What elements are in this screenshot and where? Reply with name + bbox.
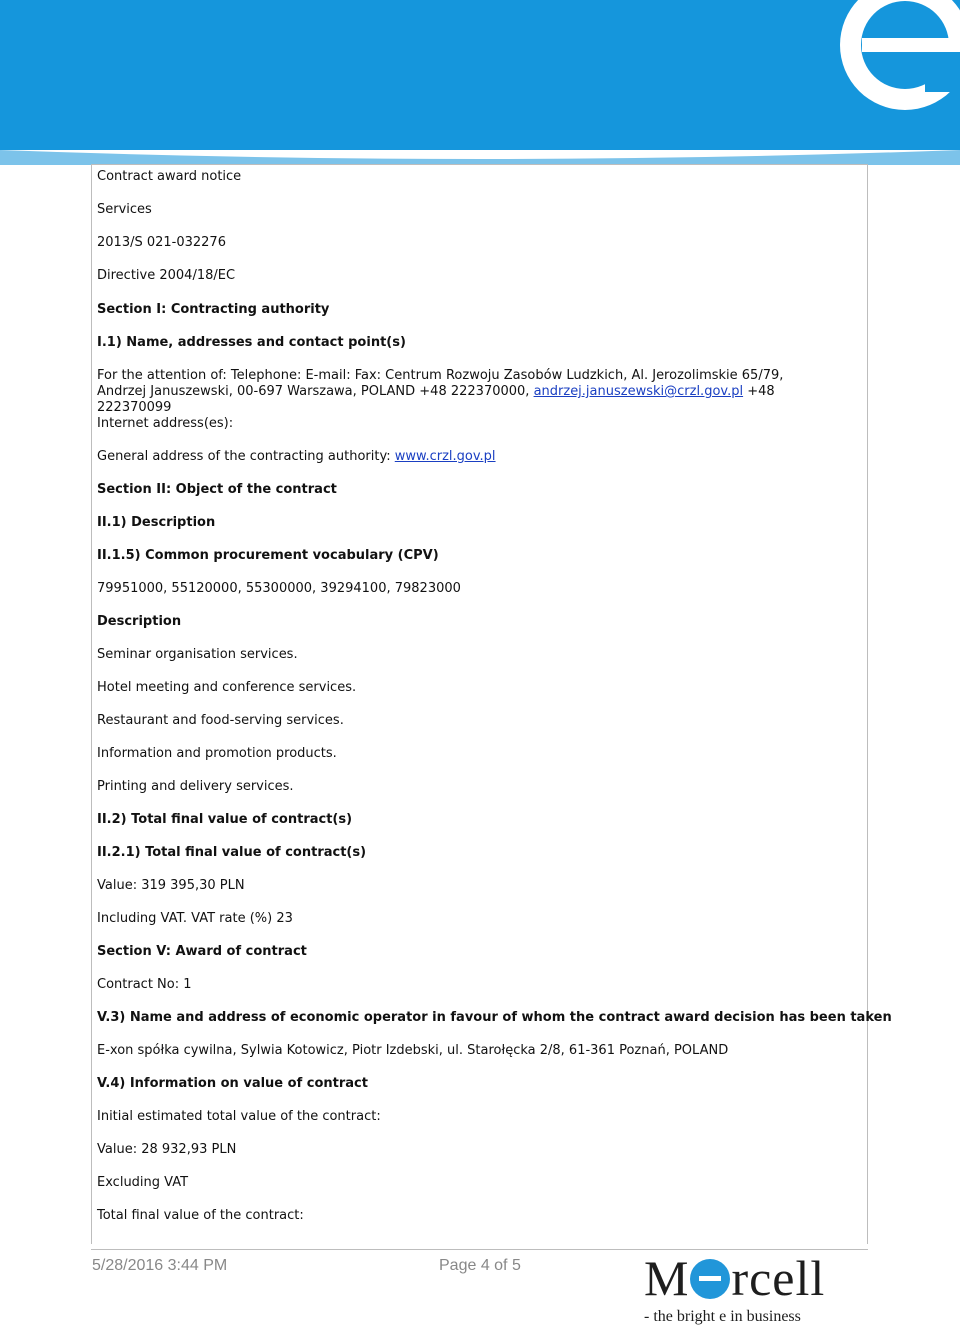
vat-rate: Including VAT. VAT rate (%) 23 (97, 911, 293, 926)
website-link[interactable]: www.crzl.gov.pl (394, 449, 496, 464)
contact-email-link[interactable]: andrzej.januszewski@crzl.gov.pl (533, 384, 744, 399)
subsection-heading: V.4) Information on value of contract (97, 1076, 368, 1091)
description-item: Printing and delivery services. (97, 779, 294, 794)
final-value-label: Total final value of the contract: (97, 1208, 304, 1223)
cpv-codes: 79951000, 55120000, 55300000, 39294100, 79823000 (97, 581, 461, 596)
estimated-value: Value: 28 932,93 PLN (97, 1142, 237, 1157)
subsection-heading: II.2) Total final value of contract(s) (97, 812, 353, 827)
brand-e-icon (690, 1259, 730, 1299)
contract-number: Contract No: 1 (97, 977, 192, 992)
contract-value: Value: 319 395,30 PLN (97, 878, 245, 893)
description-item: Information and promotion products. (97, 746, 337, 761)
footer-timestamp: 5/28/2016 3:44 PM (92, 1257, 228, 1274)
brand-tagline: - the bright e in business (644, 1308, 801, 1325)
subsection-heading: II.1) Description (97, 515, 216, 530)
subsection-heading: II.2.1) Total final value of contract(s) (97, 845, 367, 860)
section-heading: Section V: Award of contract (97, 944, 307, 959)
brand-wordmark: M rcell (644, 1250, 826, 1306)
contact-fax: +48 222370099 (97, 384, 775, 415)
economic-operator: E-xon spółka cywilna, Sylwia Kotowicz, Piotr Izdebski, ul. Starołęcka 2/8, 61-361 Poznań, POLAND (97, 1043, 729, 1058)
general-address-row (97, 449, 496, 465)
section-heading: Section II: Object of the contract (97, 482, 337, 497)
marcell-logo (644, 1250, 864, 1326)
description-item: Seminar organisation services. (97, 647, 298, 662)
subsection-heading: I.1) Name, addresses and contact point(s) (97, 335, 406, 350)
section-heading: Section I: Contracting authority (97, 302, 330, 317)
footer-page-number: Page 4 of 5 (439, 1257, 521, 1274)
subsection-heading: II.1.5) Common procurement vocabulary (CPV) (97, 548, 439, 563)
subsection-heading: V.3) Name and address of economic operator in favour of whom the contract award decision has been taken (97, 1010, 892, 1025)
internet-address-label: Internet address(es): (97, 416, 234, 431)
vat-note: Excluding VAT (97, 1175, 189, 1190)
description-item: Restaurant and food-serving services. (97, 713, 344, 728)
general-address-label: General address of the contracting authority: (97, 449, 395, 464)
notice-type: Contract award notice (97, 169, 242, 184)
description-heading: Description (97, 614, 182, 629)
header-banner (0, 0, 960, 165)
description-item: Hotel meeting and conference services. (97, 680, 357, 695)
notice-reference: 2013/S 021-032276 (97, 235, 226, 250)
contact-text: For the attention of: Telephone: E-mail: Fax: Centrum Rozwoju Zasobów Ludzkich, Al. Jerozolimskie 65/79, Andrzej Januszewski, 00-697 Warszawa, POLAND +48 222370000, (97, 368, 784, 399)
estimated-value-label: Initial estimated total value of the contract: (97, 1109, 381, 1124)
contact-paragraph (97, 368, 817, 416)
notice-directive: Directive 2004/18/EC (97, 268, 236, 283)
notice-category: Services (97, 202, 152, 217)
